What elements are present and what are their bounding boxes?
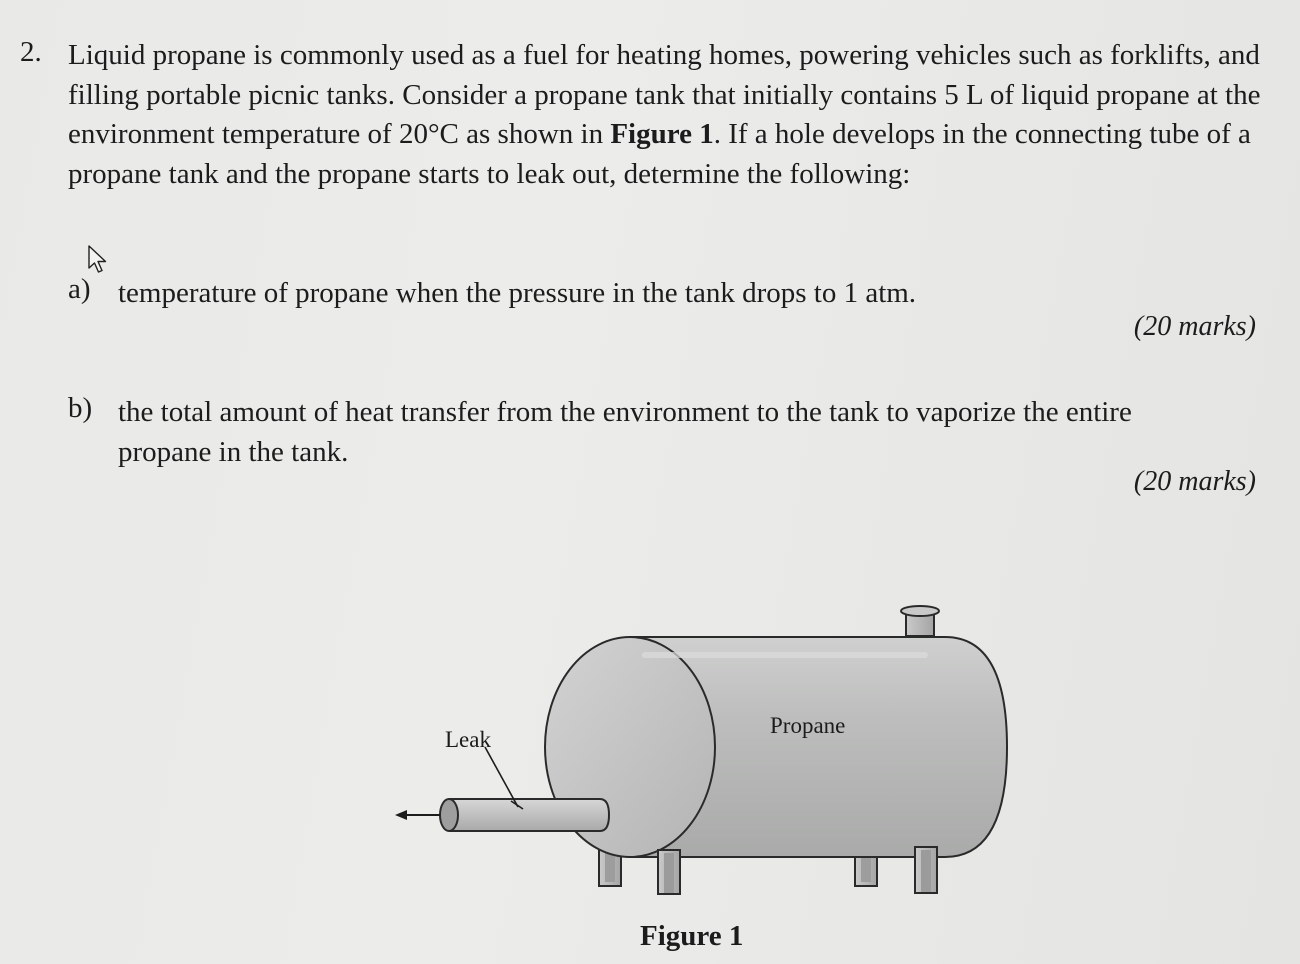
tank-label: Propane xyxy=(770,713,846,738)
question-text xyxy=(68,36,1263,194)
leak-label: Leak xyxy=(445,727,491,752)
question-text-before: Liquid propane is commonly used as a fuel for heating homes, powering vehicles such as forklifts, and filling portable picnic tanks. Consider a propane tank that initially contains 5 L of liquid propane at the environment temperature of 20°C as shown in xyxy=(68,39,1261,150)
part-a-marks: (20 marks) xyxy=(1133,311,1256,342)
question-number: 2. xyxy=(20,36,42,68)
part-b-label: b) xyxy=(68,392,93,424)
propane-tank-figure xyxy=(385,595,1025,915)
figure-caption: Figure 1 xyxy=(640,920,744,952)
part-a-label: a) xyxy=(68,273,91,305)
part-a-text: temperature of propane when the pressure in the tank drops to 1 atm. xyxy=(118,277,917,309)
part-b-text-line2: propane in the tank. xyxy=(118,436,349,468)
figure-reference: Figure 1 xyxy=(610,118,714,150)
question-text-after: . If a hole develops in the connecting tube of a propane tank and the propane starts to leak out, determine the following: xyxy=(68,118,1251,190)
part-b-text-line1: the total amount of heat transfer from the environment to the tank to vaporize the entire xyxy=(118,396,1132,428)
part-b-marks: (20 marks) xyxy=(1133,466,1256,497)
